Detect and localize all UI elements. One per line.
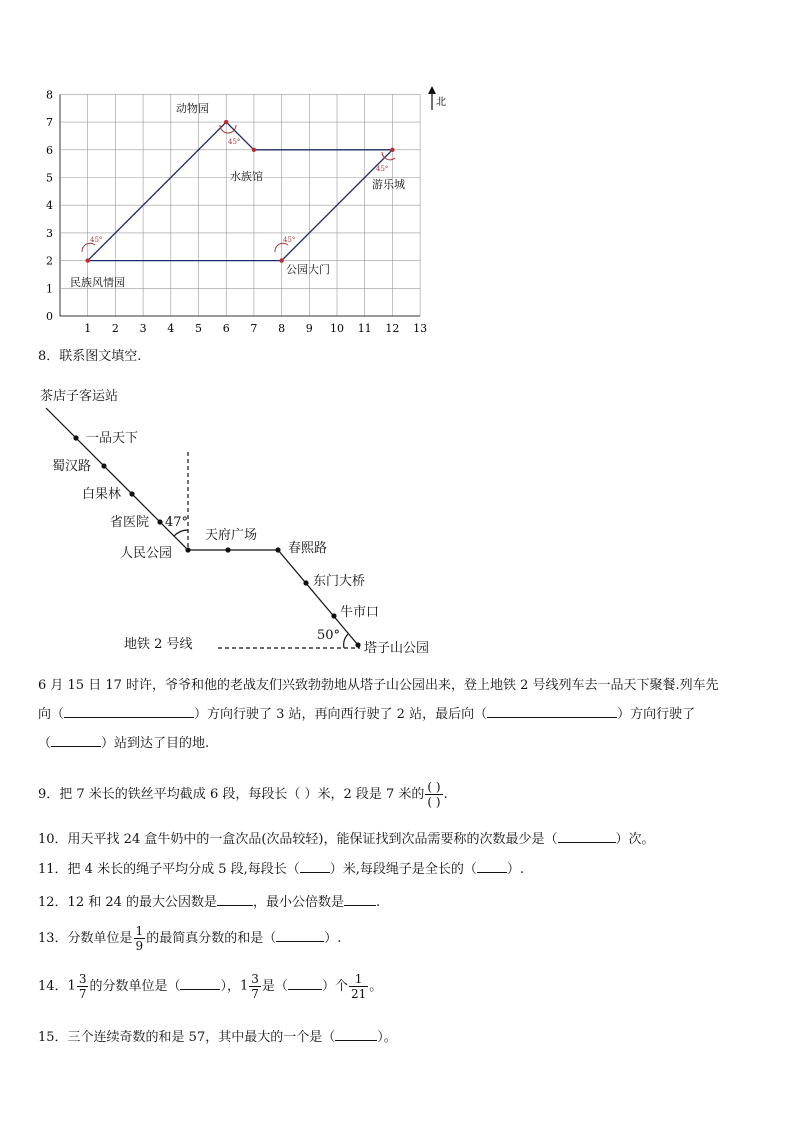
q8-text-part: 向（ (38, 707, 65, 722)
x-tick-label: 13 (413, 322, 428, 335)
place-label-zoo: 动物园 (176, 102, 209, 115)
q8-blank-direction1[interactable] (64, 704, 194, 718)
q11-text: 11．把 4 米长的绳子平均分成 5 段,每段长（ (38, 862, 300, 877)
y-tick-label: 1 (46, 282, 53, 296)
q11-blank-length[interactable] (300, 859, 330, 873)
q12-text-part: ，最小公倍数是 (253, 895, 345, 910)
station-dot (225, 547, 230, 552)
q15-text: 15．三个连续奇数的和是 57，其中最大的一个是（ (38, 1030, 336, 1045)
station-dot (73, 435, 78, 440)
x-tick-label: 1 (84, 322, 92, 335)
q8-text-part: （ (38, 736, 52, 751)
q11-text-part: ）米,每段绳子是全长的（ (329, 862, 477, 877)
q9 (38, 780, 448, 809)
q13-blank[interactable] (276, 928, 324, 942)
angle-labels (90, 138, 388, 244)
q14-text-part: 的分数单位是（ (89, 979, 181, 994)
station-label: 牛市口 (340, 605, 380, 620)
y-tick-label: 6 (46, 143, 53, 157)
angle-label-50: 50° (317, 628, 341, 643)
station-label: 茶店子客运站 (40, 389, 119, 404)
station-dot (129, 491, 134, 496)
q14-text-end: 。 (369, 979, 383, 994)
angle-arc-47 (174, 530, 188, 536)
x-tick-label: 8 (278, 322, 286, 335)
angle-label-47: 47° (165, 515, 189, 530)
grid-map-figure (30, 80, 460, 342)
q14 (38, 972, 382, 1001)
q14-den-2: 7 (251, 987, 259, 1001)
x-tick-label: 9 (305, 322, 313, 335)
station-label: 白果林 (82, 487, 122, 502)
y-tick-label: 7 (46, 116, 53, 130)
x-tick-label: 11 (357, 322, 372, 335)
angle-arc-50 (344, 634, 348, 648)
q8-text-part: ）方向行驶了 3 站，再向西行驶了 2 站，最后向（ (194, 707, 488, 722)
q12-blank-lcm[interactable] (344, 892, 376, 906)
q13-text-end: ）. (324, 931, 342, 946)
q13-frac-den: 9 (135, 939, 144, 953)
q14-fraction-3 (349, 972, 368, 1001)
q9-text-end: . (443, 787, 448, 802)
q9-fraction[interactable] (425, 780, 442, 809)
y-tick-label: 5 (46, 171, 53, 185)
place-label-amusement: 游乐城 (372, 178, 405, 191)
x-tick-label: 6 (222, 322, 230, 335)
station-dot (303, 580, 308, 585)
q14-den-1: 7 (78, 987, 87, 1001)
q11 (38, 859, 524, 881)
station-label: 塔子山公园 (364, 641, 430, 656)
metro-line-diagram (30, 380, 470, 665)
q12 (38, 892, 380, 914)
q9-frac-num: ( ) (427, 780, 441, 794)
angle-label-folk: 45° (90, 236, 103, 244)
q9-frac-den: ( ) (427, 795, 441, 809)
q8-blank-stations[interactable] (51, 733, 101, 747)
x-tick-label: 4 (167, 322, 175, 335)
angle-arc-folk (82, 243, 95, 252)
q15-text-end: ）。 (377, 1030, 397, 1045)
q14-blank-unit[interactable] (180, 976, 220, 990)
x-tick-label: 2 (111, 322, 119, 335)
station-label: 天府广场 (205, 528, 258, 543)
y-tick-label: 4 (46, 199, 53, 213)
q8-text-part: ）方向行驶了 (617, 707, 696, 722)
q10-text-end: ）次。 (615, 832, 655, 847)
q9-text: 9．把 7 米长的铁丝平均截成 6 段，每段长（ ）米，2 段是 7 米的 (38, 787, 425, 802)
x-tick-label: 3 (139, 322, 147, 335)
q13 (38, 924, 341, 953)
q14-den-3: 21 (350, 987, 367, 1001)
y-tick-label: 3 (46, 226, 53, 240)
grid-tick-labels (46, 88, 427, 335)
place-label-folk-garden: 民族风情园 (70, 276, 125, 289)
q14-blank-count[interactable] (288, 976, 322, 990)
station-dot (185, 547, 190, 552)
q14-num-1: 3 (78, 972, 87, 986)
q14-whole-2: 1 (240, 978, 249, 994)
q13-text: 13．分数单位是 (38, 931, 133, 946)
metro-line-label: 地铁 2 号线 (124, 637, 193, 652)
route-point (86, 258, 90, 262)
y-tick-label: 2 (46, 254, 53, 268)
north-arrow-head (428, 86, 436, 94)
station-label: 省医院 (110, 515, 150, 530)
q10-text: 10．用天平找 24 盒牛奶中的一盒次品(次品较轻)，能保证找到次品需要称的次数最少是（ (38, 832, 558, 847)
q14-text-part: ）个 (321, 979, 348, 994)
y-tick-label: 8 (46, 88, 53, 102)
q13-fraction (134, 924, 146, 953)
q12-text-end: . (376, 895, 381, 910)
x-tick-label: 5 (195, 322, 202, 335)
angle-label-amusement: 45° (376, 165, 389, 173)
station-dot (355, 642, 360, 647)
station-label: 春熙路 (288, 541, 328, 556)
q14-mixed-number-1 (68, 972, 90, 1001)
q14-text-part: 是（ (261, 979, 288, 994)
north-label: 北 (436, 97, 446, 108)
x-tick-label: 12 (385, 322, 400, 335)
route-point (252, 148, 256, 152)
y-tick-label: 0 (46, 310, 53, 323)
q13-frac-num: 1 (135, 924, 144, 938)
q14-text-part: ）， (220, 979, 240, 994)
x-tick-label: 10 (330, 322, 344, 335)
angle-label-zoo: 45° (228, 138, 241, 146)
q10-blank[interactable] (558, 829, 616, 843)
angle-label-gate: 45° (283, 236, 296, 244)
q8-text-part: ）站到达了目的地. (101, 736, 210, 751)
q14-whole-1: 1 (67, 978, 76, 994)
x-tick-label: 7 (250, 322, 258, 335)
q14-num-3: 1 (349, 972, 368, 987)
q14-mixed-number-2 (240, 972, 262, 1001)
place-label-park-gate: 公园大门 (286, 263, 330, 276)
place-label-aquarium: 水族馆 (230, 170, 263, 183)
q12-text: 12．12 和 24 的最大公因数是 (38, 895, 218, 910)
route-point (224, 120, 228, 124)
q12-blank-gcd[interactable] (217, 892, 253, 906)
q8-blank-direction2[interactable] (487, 704, 617, 718)
north-arrow (428, 86, 446, 110)
q8-text (38, 671, 758, 758)
q11-text-end: ）. (506, 862, 525, 877)
station-dot (101, 463, 106, 468)
station-label: 蜀汉路 (52, 459, 92, 474)
q10 (38, 829, 655, 851)
q14-text: 14． (38, 979, 68, 994)
q15-blank[interactable] (335, 1027, 377, 1041)
route-point (279, 258, 283, 262)
station-dot (157, 519, 162, 524)
station-label: 一品天下 (86, 431, 139, 446)
q11-blank-fraction[interactable] (477, 859, 507, 873)
station-dot (275, 547, 280, 552)
station-label: 东门大桥 (313, 574, 366, 589)
q8-title: 8．联系图文填空. (38, 349, 142, 364)
route-point (390, 148, 394, 152)
q8-text-line1: 6 月 15 日 17 时许，爷爷和他的老战友们兴致勃勃地从塔子山公园出来，登上地铁 2 号线列车去一品天下聚餐.列车先 (38, 678, 719, 693)
q14-num-2: 3 (251, 972, 259, 986)
q13-text-part: 的最简真分数的和是（ (146, 931, 277, 946)
station-dot (331, 613, 336, 618)
station-label: 人民公园 (120, 546, 173, 561)
metro-station-labels (40, 388, 429, 656)
q15 (38, 1027, 397, 1049)
